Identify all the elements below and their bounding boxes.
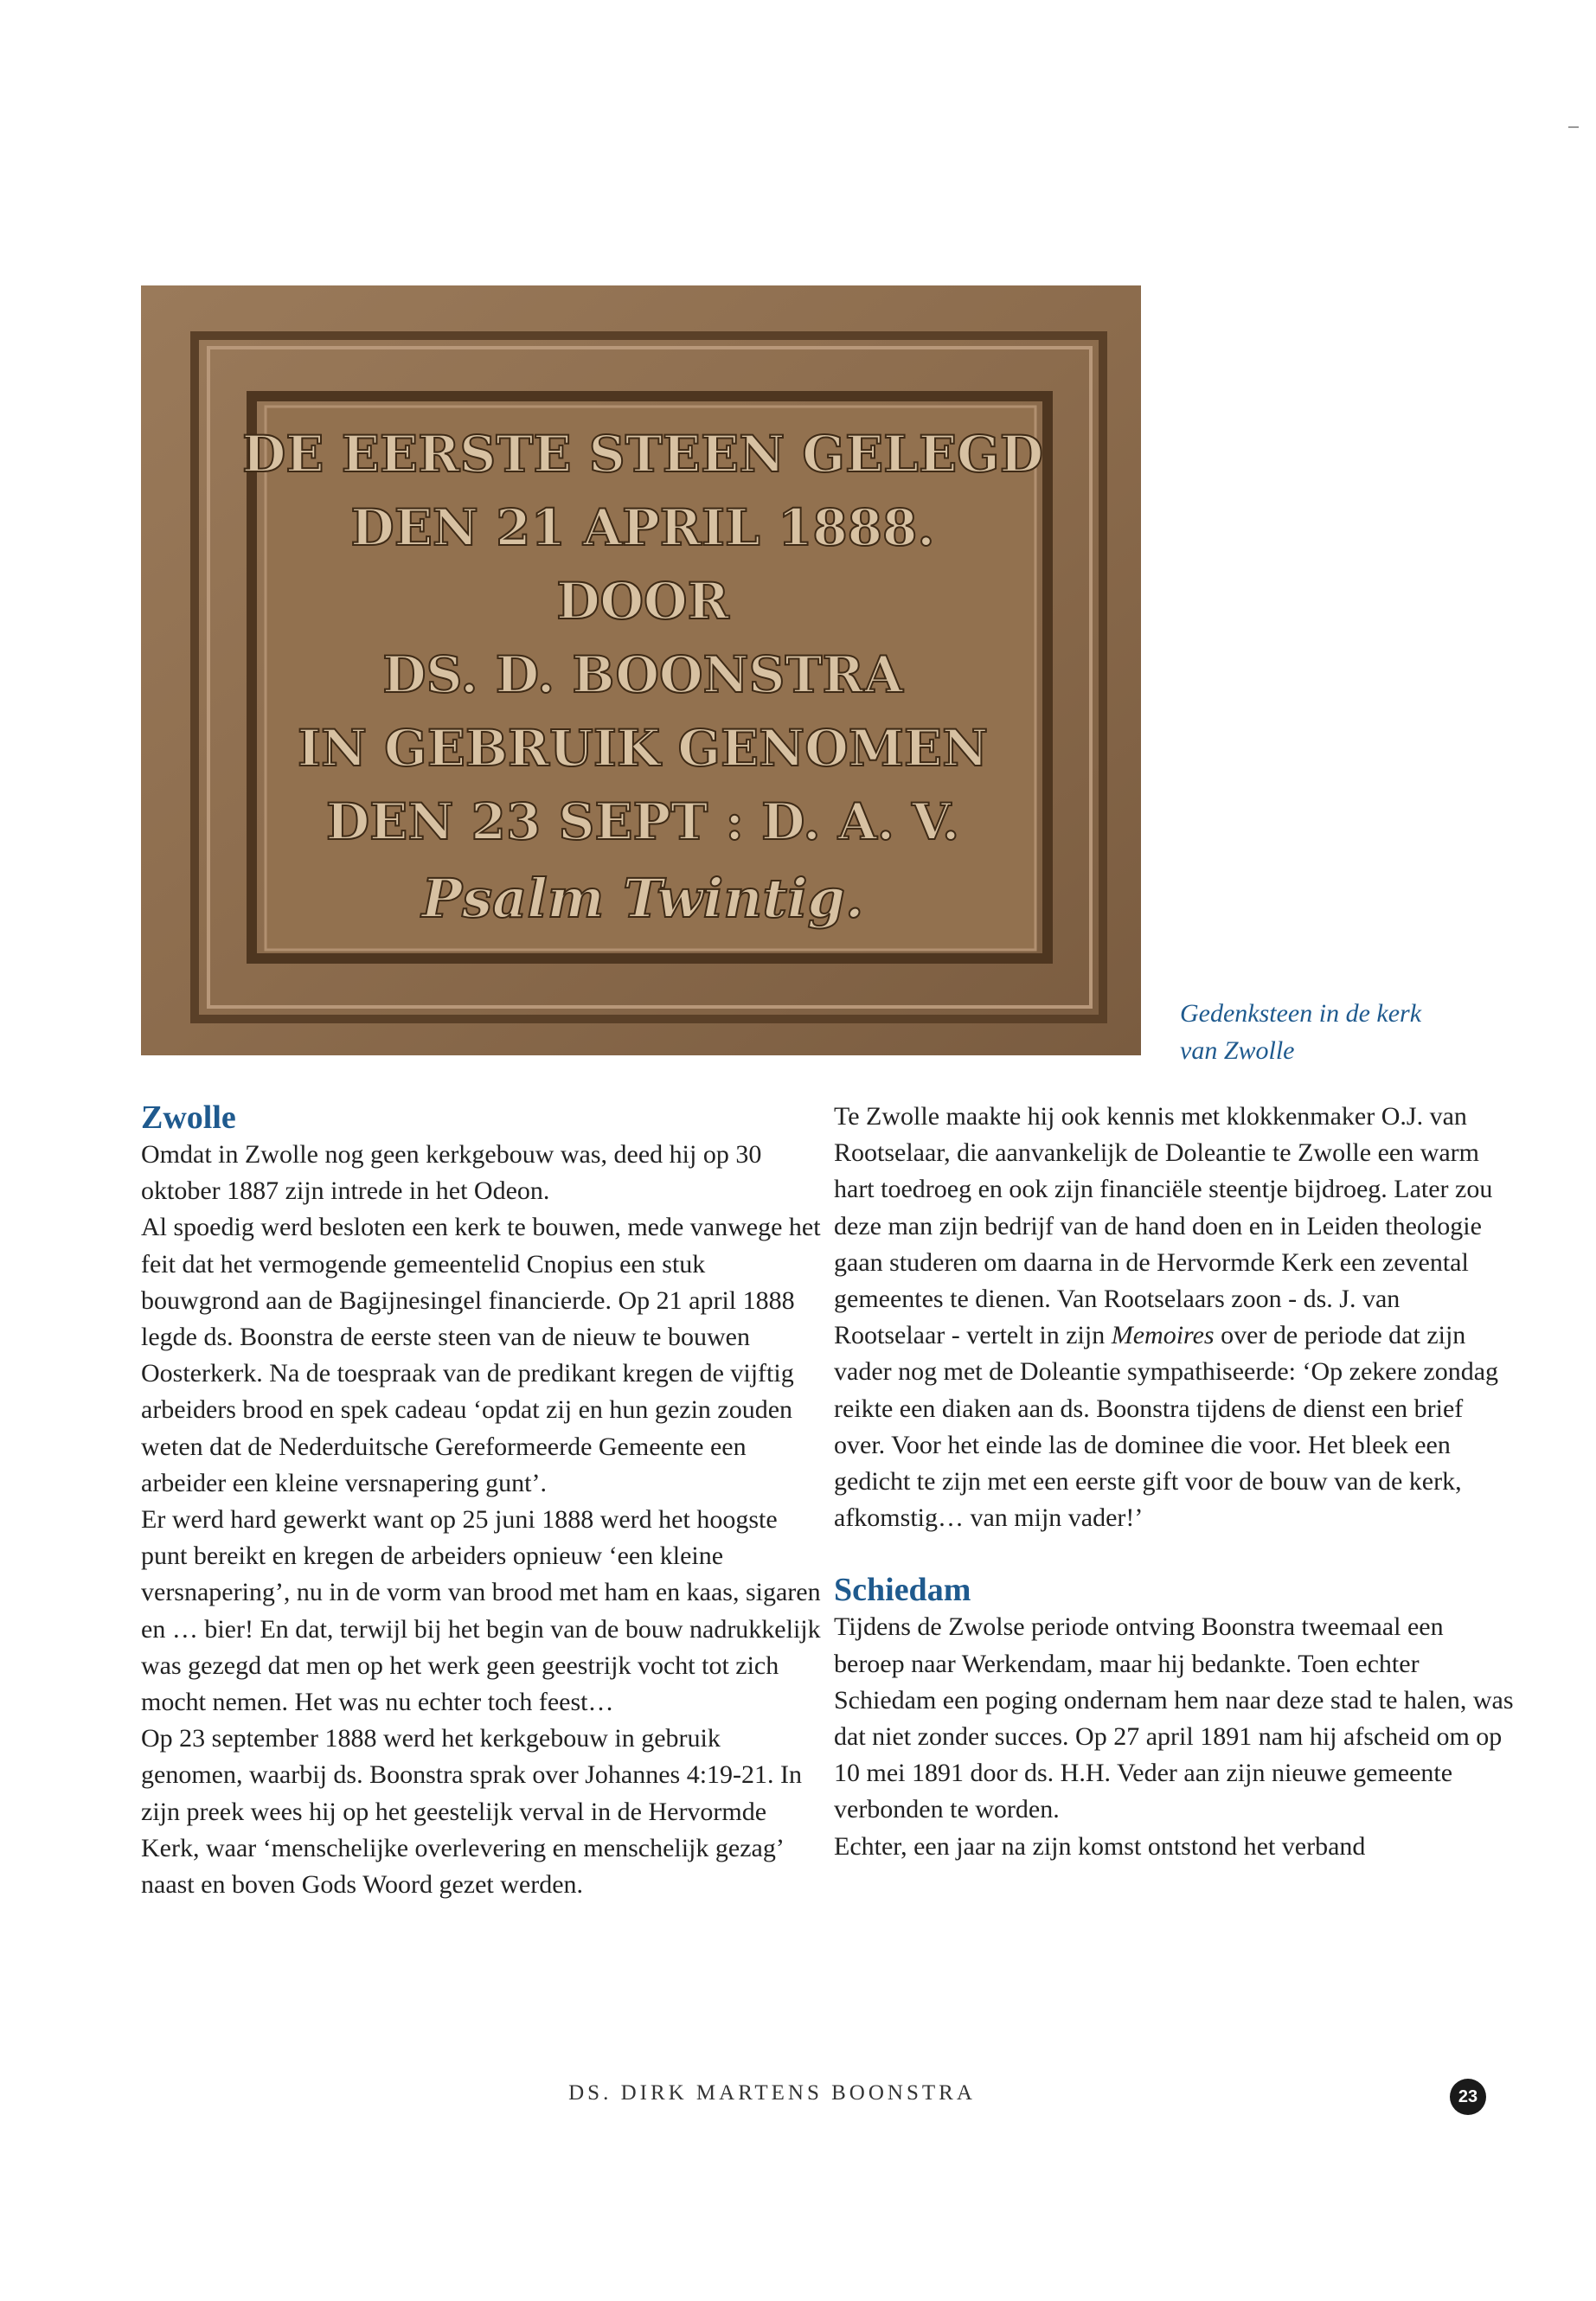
- section-heading-schiedam: Schiedam: [834, 1572, 971, 1609]
- memorial-stone-image: [141, 285, 1141, 1055]
- paragraph-text: Te Zwolle maakte hij ook kennis met klokkenmaker O.J. van Rootselaar, die aanvankelijk de Doleantie te Zwolle een warm hart toedroeg en ook zijn financiële steentje bijdroeg. Later zou deze man zijn bedrijf van de hand doen en in Leiden theologie gaan studeren om daarna in de Hervormde Kerk een zevental gemeentes te dienen. Van Rootselaars zoon - ds. J. van Rootselaar - vertelt in zijn: [834, 1102, 1493, 1350]
- paragraph-rootselaar: [834, 1099, 1517, 1536]
- corner-mark: [1568, 126, 1579, 128]
- inscription-line-3: DOOR: [556, 572, 729, 631]
- page-number-badge: 23: [1450, 2079, 1486, 2115]
- paragraph: Omdat in Zwolle nog geen kerkgebouw was, deed hij op 30 oktober 1887 zijn intrede in het Odeon.: [141, 1140, 762, 1206]
- photo-caption: [1180, 995, 1561, 1069]
- paragraph: Er werd hard gewerkt want op 25 juni 1888 werd het hoogste punt bereikt en kregen de arbeiders opnieuw ‘een kleine versnapering’, nu in de vorm van brood met ham en kaas, sigaren en … bier! En dat, terwijl bij het begin van de bouw nadrukkelijk was gezegd dat men op het werk geen geestrijk vocht tot zich mocht nemen. Het was nu echter toch feest…: [141, 1505, 821, 1717]
- caption-line-2: van Zwolle: [1180, 1036, 1295, 1065]
- paragraph: Op 23 september 1888 werd het kerkgebouw in gebruik genomen, waarbij ds. Boonstra sprak over Johannes 4:19-21. In zijn preek wees hij op het geestelijk verval in de Hervormde Kerk, waar ‘menschelijke overlevering en menschelijk gezag’ naast en boven Gods Woord gezet werden.: [141, 1724, 803, 1900]
- inscription-line-5: IN GEBRUIK GENOMEN: [297, 719, 989, 778]
- paragraph: Echter, een jaar na zijn komst ontstond het verband: [834, 1831, 1366, 1861]
- inscription-line-7: Psalm Twintig.: [421, 867, 864, 930]
- paragraph: Al spoedig werd besloten een kerk te bouwen, mede vanwege het feit dat het vermogende gemeentelid Cnopius een stuk bouwgrond aan de Bagijnesingel financierde. Op 21 april 1888 legde ds. Boonstra de eerste steen van de nieuw te bouwen Oosterkerk. Na de toespraak van de predikant kregen de vijftig arbeiders brood en spek cadeau ‘opdat zij en hun gezin zouden weten dat de Nederduitsche Gereformeerde Gemeente een arbeider een kleine versnapering gunt’.: [141, 1213, 821, 1497]
- inscription-line-4: DS. D. BOONSTRA: [382, 645, 903, 704]
- caption-line-1: Gedenksteen in de kerk: [1180, 999, 1422, 1028]
- running-title: DS. DIRK MARTENS BOONSTRA: [568, 2081, 976, 2105]
- memoires-title: Memoires: [1111, 1321, 1215, 1350]
- inscription-line-1: DE EERSTE STEEN GELEGD: [242, 425, 1043, 484]
- paragraph-text: over de periode dat zijn vader nog met de Doleantie sympathiseerde: ‘Op zekere zondag reikte een diaken aan ds. Boonstra tijdens de dienst een brief over. Voor het einde las de dominee die voor. Het bleek een gedicht te zijn met een eerste gift voor de bouw van de kerk, afkomstig… van mijn vader!’: [834, 1321, 1499, 1533]
- memorial-stone-photo: [141, 285, 1141, 1055]
- inscription-line-6: DEN 23 SEPT : D. A. V.: [325, 792, 960, 851]
- inscription-line-2: DEN 21 APRIL 1888.: [350, 498, 935, 557]
- section-heading-zwolle: Zwolle: [141, 1099, 236, 1136]
- left-column: [141, 1099, 824, 1903]
- running-footer: [0, 2081, 1596, 2106]
- right-column: [834, 1099, 1517, 1865]
- paragraph: Tijdens de Zwolse periode ontving Boonstra tweemaal een beroep naar Werkendam, maar hij bedankte. Toen echter Schiedam een poging ondernam hem naar deze stad te halen, was dat niet zonder succes. Op 27 april 1891 nam hij afscheid om op 10 mei 1891 door ds. H.H. Veder aan zijn nieuwe gemeente verbonden te worden.: [834, 1612, 1514, 1824]
